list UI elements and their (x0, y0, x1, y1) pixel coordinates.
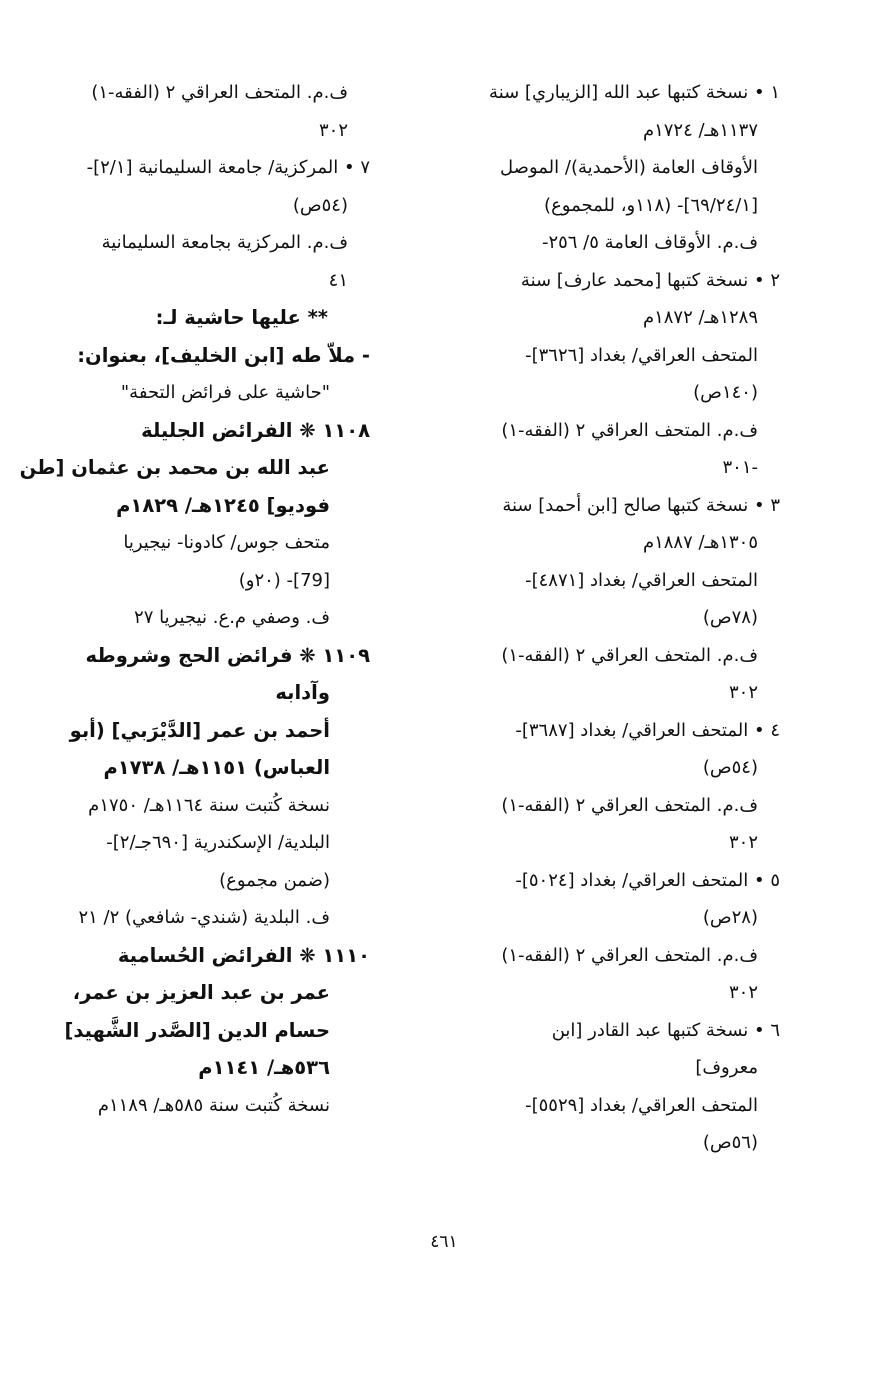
text-line: ف.م. المتحف العراقي ٢ (الفقه-١) (91, 82, 348, 103)
left-column (19, 74, 370, 1124)
text-line: ١١٠٩ ❋ فرائض الحج وشروطه (85, 643, 370, 667)
text-line: وآدابه (275, 681, 330, 704)
right-column (438, 74, 780, 1162)
text-line: المتحف العراقي/ بغداد [٤٨٧١]- (525, 569, 758, 591)
text-line: المتحف العراقي/ بغداد [٥٥٢٩]- (525, 1094, 758, 1116)
text-line: ٣٠٢ (728, 832, 758, 853)
text-line: (٥٤ص) (292, 194, 348, 216)
page-number: ٤٦١ (430, 1232, 458, 1252)
text-line: ١١٣٧هـ/ ١٧٢٤م (642, 119, 758, 141)
text-line: ٤ • المتحف العراقي/ بغداد [٣٦٨٧]- (515, 719, 780, 741)
text-line: ٥ • المتحف العراقي/ بغداد [٥٠٢٤]- (515, 869, 780, 891)
text-line: ٣٠٢ (728, 682, 758, 703)
text-line: ٧ • المركزية/ جامعة السليمانية [٢/١]- (86, 157, 370, 178)
text-line: [79]- (٢٠و) (238, 569, 330, 591)
text-line: (٥٦ص) (702, 1132, 758, 1153)
text-line: (ضمن مجموع) (219, 869, 330, 891)
text-line: عبد الله بن محمد بن عثمان [طن (19, 456, 330, 479)
text-line: ف.م. المركزية بجامعة السليمانية (101, 232, 348, 253)
text-line: متحف جوس/ كادونا- نيجيريا (123, 532, 330, 553)
text-line: -٣٠١ (722, 457, 758, 478)
text-line: ١١١٠ ❋ الفرائض الحُسامية (117, 943, 370, 967)
text-line: المتحف العراقي/ بغداد [٣٦٢٦]- (525, 344, 758, 366)
text-line: معروف] (695, 1057, 758, 1078)
text-line: - ملاّ طه [ابن الخليف]، بعنوان: (77, 343, 370, 367)
text-line: نسخة كُتبت سنة ٥٨٥هـ/ ١١٨٩م (97, 1094, 330, 1116)
text-line: [٦٩/٢٤/١]- (١١٨و، للمجموع) (544, 194, 758, 216)
text-line: حسام الدين [الصَّدر الشَّهيد] (64, 1018, 330, 1042)
text-line: (١٤٠ص) (693, 382, 758, 403)
text-line: ف. وصفي م.ع. نيجيريا ٢٧ (134, 607, 330, 628)
text-line: نسخة كُتبت سنة ١١٦٤هـ/ ١٧٥٠م (88, 794, 330, 816)
text-line: (٥٤ص) (702, 757, 758, 778)
text-line: ف.م. المتحف العراقي ٢ (الفقه-١) (501, 794, 758, 816)
text-line: البلدية/ الإسكندرية [٦٩٠جـ/٢]- (106, 832, 330, 853)
text-line: ف. البلدية (شندي- شافعي) ٢/ ٢١ (78, 907, 330, 928)
text-line: (٢٨ص) (702, 907, 758, 928)
text-line: (٧٨ص) (702, 607, 758, 628)
text-line: ف.م. المتحف العراقي ٢ (الفقه-١) (501, 644, 758, 666)
text-line: ٣ • نسخة كتبها صالح [ابن أحمد] سنة (502, 494, 780, 516)
text-line: الأوقاف العامة (الأحمدية)/ الموصل (500, 157, 758, 178)
text-line: فوديو] ١٢٤٥هـ/ ١٨٢٩م (116, 493, 330, 517)
text-line: ٤١ (328, 269, 348, 291)
text-line: أحمد بن عمر [الدَّيْرَبي] (أبو (69, 718, 330, 742)
text-line: ف.م. المتحف العراقي ٢ (الفقه-١) (501, 419, 758, 441)
text-line: العباس) ١١٥١هـ/ ١٧٣٨م (103, 756, 330, 779)
text-line: ف.م. المتحف العراقي ٢ (الفقه-١) (501, 944, 758, 966)
text-line: ** عليها حاشية لـ: (155, 306, 328, 329)
text-line: ٥٣٦هـ/ ١١٤١م (198, 1056, 330, 1079)
text-line: ٦ • نسخة كتبها عبد القادر [ابن (551, 1019, 780, 1041)
text-line: "حاشية على فرائض التحفة" (120, 382, 330, 403)
text-line: ١٢٨٩هـ/ ١٨٧٢م (642, 307, 758, 328)
text-line: ف.م. الأوقاف العامة ٥/ ٢٥٦- (541, 232, 758, 253)
text-line: ١٣٠٥هـ/ ١٨٨٧م (642, 532, 758, 553)
text-line: ٢ • نسخة كتبها [محمد عارف] سنة (520, 269, 780, 291)
text-line: ١ • نسخة كتبها عبد الله [الزيباري] سنة (489, 82, 780, 103)
text-line: عمر بن عبد العزيز بن عمر، (72, 981, 330, 1004)
text-line: ٣٠٢ (318, 119, 348, 141)
text-line: ١١٠٨ ❋ الفرائض الجليلة (141, 418, 370, 442)
text-line: ٣٠٢ (728, 982, 758, 1003)
